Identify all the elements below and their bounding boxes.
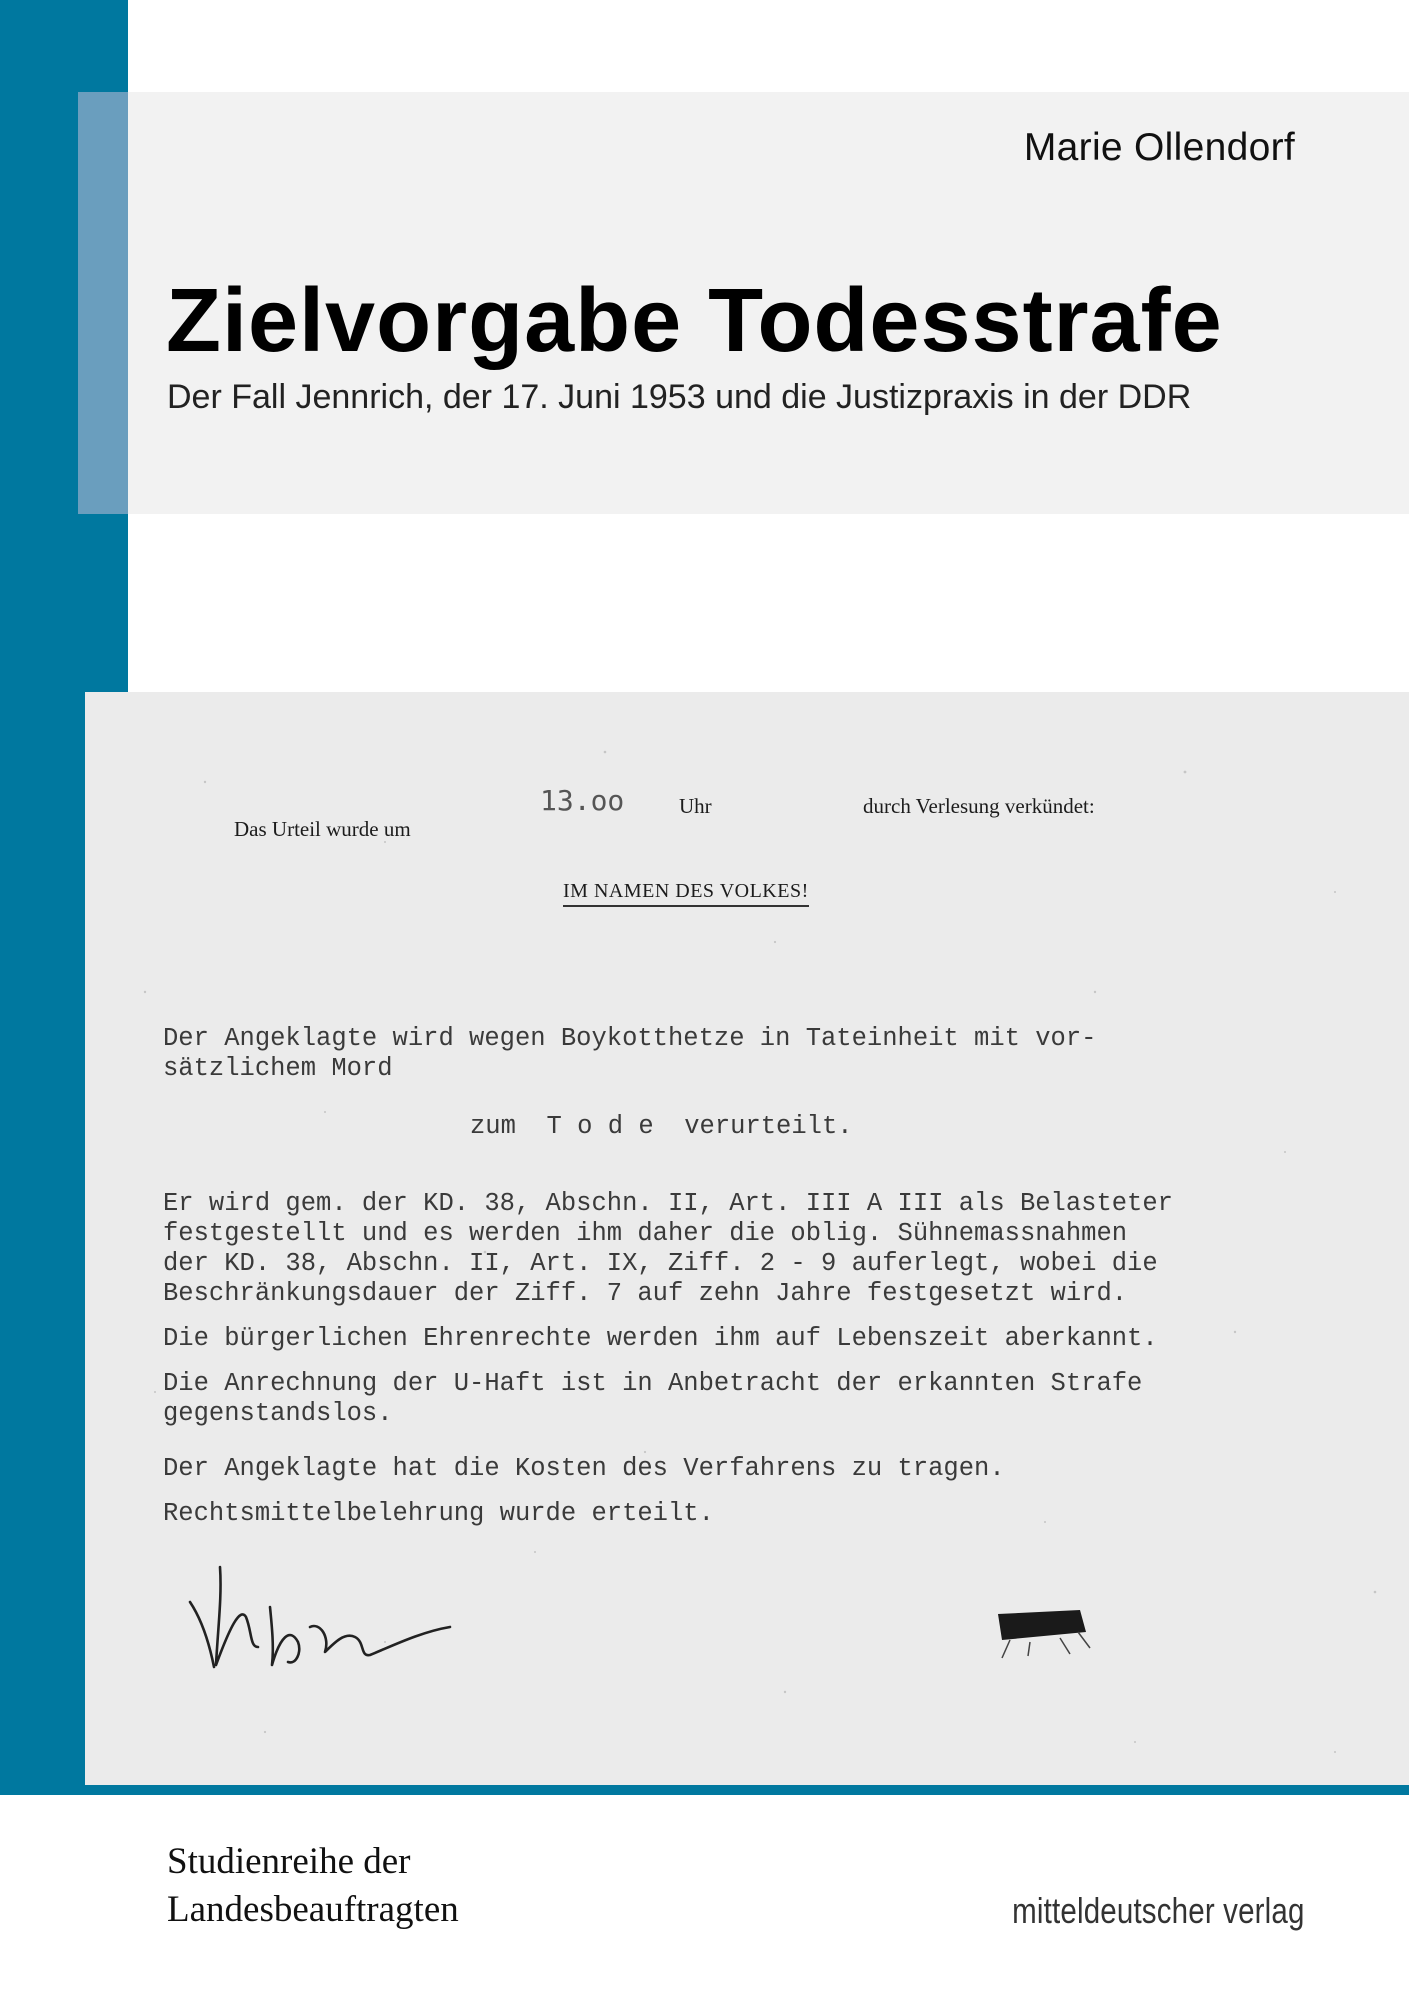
verdict-line-10: gegenstandslos. xyxy=(163,1399,393,1428)
verdict-heading: IM NAMEN DES VOLKES! xyxy=(563,880,809,907)
verdict-line-7: Beschränkungsdauer der Ziff. 7 auf zehn Jahre festgesetzt wird. xyxy=(163,1279,1128,1308)
title-panel-accent xyxy=(78,92,128,514)
book-title: Zielvorgabe Todesstrafe xyxy=(166,271,1223,371)
verdict-line-4: Er wird gem. der KD. 38, Abschn. II, Art. III A III als Belasteter xyxy=(163,1189,1173,1218)
verdict-line-6: der KD. 38, Abschn. II, Art. IX, Ziff. 2 - 9 auferlegt, wobei die xyxy=(163,1249,1158,1278)
verdict-time-line xyxy=(213,792,411,867)
verdict-line-8: Die bürgerlichen Ehrenrechte werden ihm auf Lebenszeit aberkannt. xyxy=(163,1324,1158,1353)
publisher-name: mitteldeutscher verlag xyxy=(1012,1890,1305,1931)
verdict-time-prefix: Das Urteil wurde um xyxy=(234,817,411,841)
verdict-time-value: 13.oo xyxy=(540,784,625,817)
verdict-line-1: Der Angeklagte wird wegen Boykotthetze in Tateinheit mit vor- xyxy=(163,1024,1097,1053)
verdict-line-11: Der Angeklagte hat die Kosten des Verfahrens zu tragen. xyxy=(163,1454,1005,1483)
verdict-line-2: sätzlichem Mord xyxy=(163,1054,393,1083)
verdict-line-3: zum T o d e verurteilt. xyxy=(470,1112,853,1141)
stamp-mark xyxy=(990,1592,1100,1662)
verdict-time-unit: Uhr xyxy=(679,794,712,818)
series-title-line-1: Studienreihe der xyxy=(167,1841,411,1882)
author-name: Marie Ollendorf xyxy=(1023,126,1295,169)
verdict-time-suffix: durch Verlesung verkündet: xyxy=(863,794,1095,818)
series-title-line-2: Landesbeauftragten xyxy=(167,1889,459,1930)
verdict-line-9: Die Anrechnung der U-Haft ist in Anbetracht der erkannten Strafe xyxy=(163,1369,1143,1398)
document-bottom-rule xyxy=(85,1785,1409,1795)
series-title xyxy=(167,1838,459,1934)
verdict-line-5: festgestellt und es werden ihm daher die oblig. Sühnemassnahmen xyxy=(163,1219,1128,1248)
verdict-line-12: Rechtsmittelbelehrung wurde erteilt. xyxy=(163,1499,714,1528)
book-subtitle: Der Fall Jennrich, der 17. Juni 1953 und die Justizpraxis in der DDR xyxy=(167,378,1192,416)
verdict-document-photo xyxy=(85,692,1409,1785)
handwritten-signature xyxy=(180,1547,480,1697)
